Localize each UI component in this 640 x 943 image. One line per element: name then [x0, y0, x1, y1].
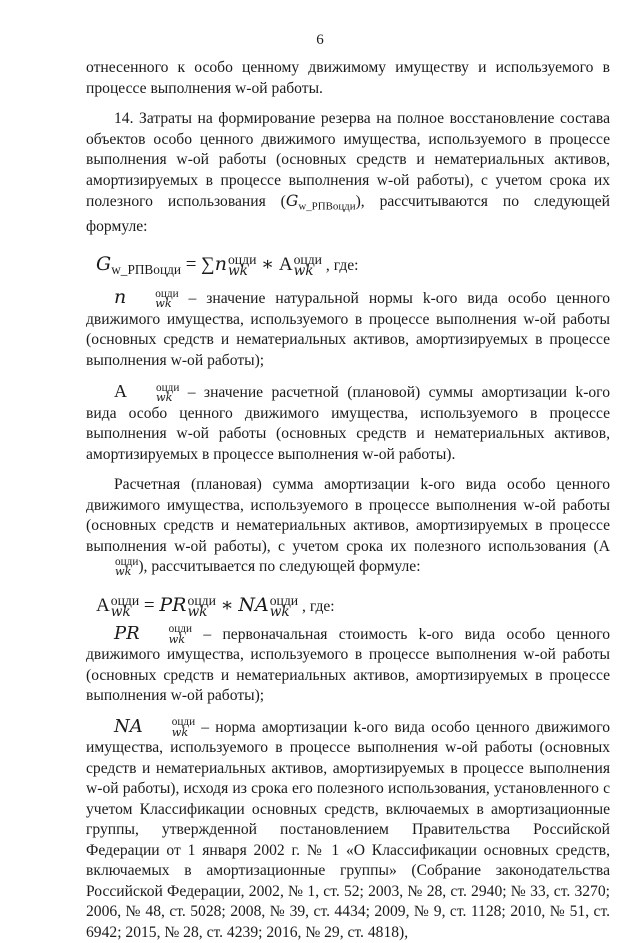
def-A-sup: оцди	[156, 381, 180, 394]
paragraph-14-text-b: ), рассчитываются по следующей формуле:	[86, 193, 610, 235]
def-PR-symbol: PR	[114, 622, 140, 644]
formula2-NA-sup: оцди	[269, 592, 299, 608]
symbol-G: G	[285, 192, 299, 210]
formula2-PR-sub: wk	[187, 603, 208, 620]
formula2-NA: NA	[238, 593, 269, 616]
formula2-A-sub: wk	[110, 603, 131, 620]
formula1-A-sub: wk	[293, 263, 314, 280]
formula-amortization	[96, 590, 610, 622]
def-NA-sub: wk	[171, 725, 189, 739]
calc-A-symbol: А	[598, 537, 610, 555]
formula1-G-subscript: w_РПВоцди	[111, 262, 181, 278]
definition-PR	[86, 624, 610, 707]
def-A-text: – значение расчетной (плановой) суммы амортизации k-ого вида особо ценного движимого имущества, используемого в процессе выполнения w-ой работы (основных средств и нематериальных активов, амортизируемых в процессе выполнения w-ой работы).	[86, 384, 610, 463]
formula2-A: А	[96, 594, 110, 616]
formula1-sum-sign: ∑	[201, 254, 215, 276]
page-number: 6	[316, 32, 324, 48]
paragraph-14	[86, 109, 610, 237]
formula-reserve	[96, 249, 610, 285]
formula1-equals: =	[185, 254, 197, 276]
definition-NA	[86, 717, 610, 943]
definition-A	[86, 381, 610, 465]
formula1-n-sub: wk	[227, 263, 248, 280]
calc-A-sub: wk	[115, 565, 132, 579]
formula2-equals: =	[143, 594, 155, 616]
formula1-G: G	[96, 253, 112, 276]
formula2-NA-sub: wk	[269, 603, 290, 620]
document-body	[86, 58, 610, 943]
formula1-A-sup: оцди	[293, 252, 322, 268]
formula2-PR: PR	[159, 593, 187, 616]
formula2-PR-sup: оцди	[187, 592, 216, 608]
formula1-n-sup: оцди	[227, 252, 257, 268]
def-A-symbol: А	[114, 381, 127, 402]
paragraph-calc-text-b: ), рассчитывается по следующей формуле:	[138, 558, 421, 576]
formula1-A: А	[278, 254, 293, 276]
def-n-sub: wk	[155, 297, 172, 311]
calc-A-sup: оцди	[115, 555, 139, 568]
definition-n	[86, 287, 610, 371]
def-n-symbol: n	[114, 286, 127, 309]
formula1-multiply: ∗	[261, 254, 275, 276]
def-n-text: – значение натуральной нормы k-ого вида особо ценного движимого имущества, используемого в процессе выполнения w-ой работы (основных средств и нематериальных активов, амортизируемых в процессе выполнения w-ой работы);	[86, 290, 610, 369]
symbol-G-subscript: w_РПВоцди	[298, 200, 356, 213]
formula2-A-sup: оцди	[110, 592, 140, 608]
def-NA-sup: оцди	[171, 716, 196, 729]
def-PR-sup: оцди	[168, 623, 192, 636]
formula1-n: n	[214, 253, 227, 276]
formula1-tail: , где:	[322, 257, 359, 275]
def-A-sub: wk	[156, 391, 173, 405]
formula2-tail: , где:	[298, 597, 335, 615]
paragraph-14-text-a: 14. Затраты на формирование резерва на полное восстановление состава объектов особо ценного движимого имущества, используемого в процессе выполнения w-ой работы (основных средств и нематериальных активов, амортизируемых в процессе выполнения w-ой работы), с учетом срока их полезного использования (	[86, 110, 610, 210]
def-NA-text: – норма амортизации k-ого вида особо ценного движимого имущества, используемого в процессе выполнения w-ой работы (основных средств и нематериальных активов, амортизируемых в процессе выполнения w-ой работы), исходя из срока его полезного использования, установленного с учетом Классификации основных средств, включаемых в амортизационные группы, утвержденной постановлением Правительства Российской Федерации от 1 января 2002 г. № 1 «О Классификации основных средств, включаемых в амортизационные группы» (Собрание законодательства Российской Федерации, 2002, № 1, ст. 52; 2003, № 28, ст. 2940; № 33, ст. 3270; 2006, № 48, ст. 5028; 2008, № 39, ст. 4434; 2009, № 9, ст. 1128; 2010, № 51, ст. 6942; 2015, № 28, ст. 4239; 2016, № 29, ст. 4818),	[86, 718, 610, 941]
paragraph-intro: отнесенного к особо ценному движимому имуществу и используемого в процессе выполнения w-ой работы.	[86, 59, 610, 97]
paragraph-calculation	[86, 475, 610, 578]
paragraph-calc-text-a: Расчетная (плановая) сумма амортизации k-ого вида особо ценного движимого имущества, используемого в процессе выполнения w-ой работы (основных средств и нематериальных активов, амортизируемых в процессе выполнения w-ой работы), с учетом срока их полезного использования (	[86, 476, 610, 555]
def-PR-sub: wk	[168, 632, 186, 646]
def-NA-symbol: NA	[114, 715, 143, 737]
def-n-sup: оцди	[155, 287, 179, 300]
def-PR-text: – первоначальная стоимость k-ого вида особо ценного движимого имущества, используемого в процессе выполнения w-ой работы (основных средств и нематериальных активов, амортизируемых в процессе выполнения w-ой работы);	[86, 625, 610, 705]
formula2-multiply: ∗	[220, 594, 234, 616]
